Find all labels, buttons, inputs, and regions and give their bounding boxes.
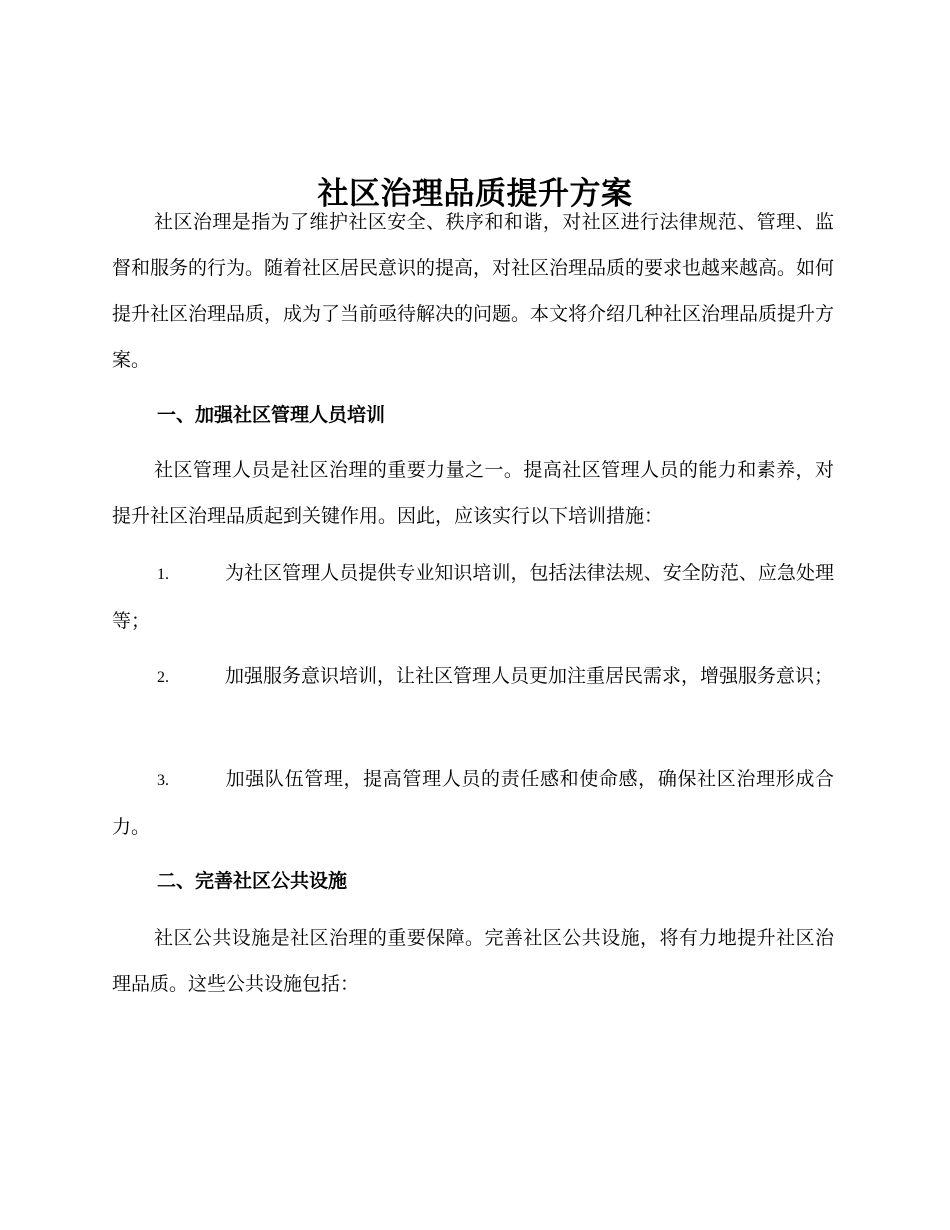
section-1-heading: 一、加强社区管理人员培训: [157, 404, 386, 426]
list-text: 加强队伍管理，提高管理人员的责任感和使命感，确保社区治理形成合力。: [112, 768, 834, 838]
list-text: 加强服务意识培训，让社区管理人员更加注重居民需求，增强服务意识；: [225, 665, 834, 687]
list-number: 3.: [157, 772, 169, 789]
intro-paragraph: 社区治理是指为了维护社区安全、秩序和和谐，对社区进行法律规范、管理、监督和服务的行为。随着社区居民意识的提高，对社区治理品质的要求也越来越高。如何提升社区治理品质，成为了当前亟待解决的问题。本文将介绍几种社区治理品质提升方案。: [112, 211, 835, 371]
section-1-body: 社区管理人员是社区治理的重要力量之一。提高社区管理人员的能力和素养，对提升社区治理品质起到关键作用。因此，应该实行以下培训措施：: [112, 459, 834, 527]
list-number: 2.: [157, 669, 169, 686]
list-item-2: [112, 653, 834, 701]
document-title: 社区治理品质提升方案: [317, 175, 633, 212]
section-2-heading: 二、完善社区公共设施: [157, 870, 348, 892]
list-number: 1.: [157, 566, 169, 583]
list-text: 为社区管理人员提供专业知识培训，包括法律法规、安全防范、应急处理等；: [112, 562, 834, 632]
list-item-1: [112, 550, 834, 644]
list-item-3: [112, 756, 834, 850]
section-2-body: 社区公共设施是社区治理的重要保障。完善社区公共设施，将有力地提升社区治理品质。这些公共设施包括：: [112, 927, 834, 995]
